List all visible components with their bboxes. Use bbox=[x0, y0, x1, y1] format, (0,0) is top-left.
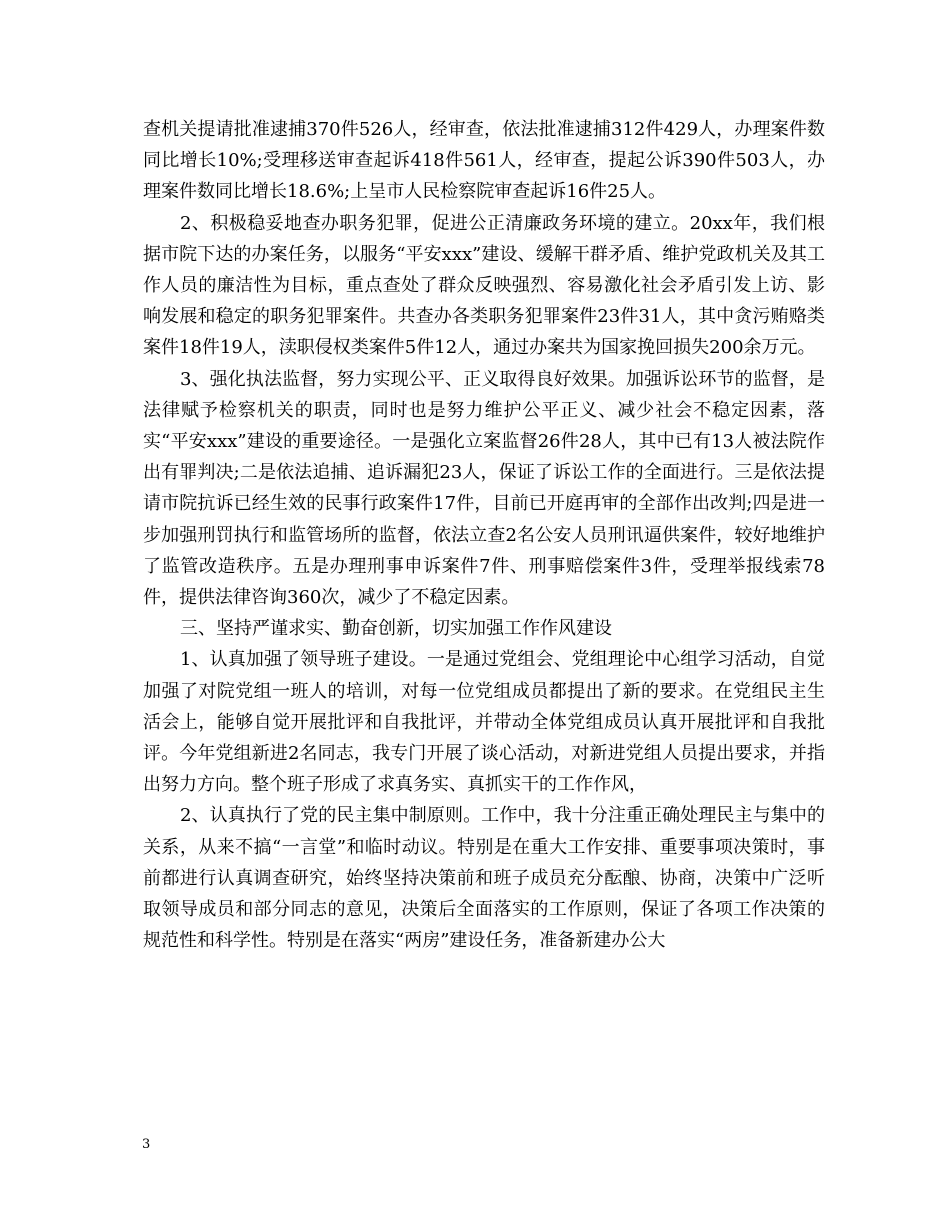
section-heading-work-style: 三、坚持严谨求实、勤奋创新，切实加强工作作风建设 bbox=[180, 618, 612, 640]
page-number: 3 bbox=[142, 1137, 151, 1152]
paragraph-arrest-statistics: 查机关提请批准逮捕370件526人，经审查，依法批准逮捕312件429人，办理案件数同比增长10%;受理移送审查起诉418件561人，经审查，提起公诉390件503人，办理案件数同比增长18.6%;上呈市人民检察院审查起诉16件25人。 bbox=[143, 119, 825, 203]
paragraph-duty-crime: 2、积极稳妥地查办职务犯罪，促进公正清廉政务环境的建立。20xx年，我们根据市院下达的办案任务，以服务“平安xxx”建设、缓解干群矛盾、维护党政机关及其工作人员的廉洁性为目标，重点查处了群众反映强烈、容易激化社会矛盾引发上访、影响发展和稳定的职务犯罪案件。共查办各类职务犯罪案件23件31人，其中贪污贿赂类案件18件19人，渎职侵权类案件5件12人，通过办案共为国家挽回损失200余万元。 bbox=[143, 212, 825, 359]
paragraph-democratic-centralism: 2、认真执行了党的民主集中制原则。工作中，我十分注重正确处理民主与集中的关系，从来不搞“一言堂”和临时动议。特别是在重大工作安排、重要事项决策时，事前都进行认真调查研究，始终坚持决策前和班子成员充分酝酿、协商，决策中广泛听取领导成员和部分同志的意见，决策后全面落实的工作原则，保证了各项工作决策的规范性和科学性。特别是在落实“两房”建设任务，准备新建办公大 bbox=[143, 805, 825, 952]
document-body bbox=[143, 114, 825, 956]
paragraph-leadership-building: 1、认真加强了领导班子建设。一是通过党组会、党组理论中心组学习活动，自觉加强了对院党组一班人的培训，对每一位党组成员都提出了新的要求。在党组民主生活会上，能够自觉开展批评和自我批评，并带动全体党组成员认真开展批评和自我批评。今年党组新进2名同志，我专门开展了谈心活动，对新进党组人员提出要求，并指出努力方向。整个班子形成了求真务实、真抓实干的工作作风， bbox=[143, 649, 825, 796]
paragraph-law-enforcement-supervision: 3、强化执法监督，努力实现公平、正义取得良好效果。加强诉讼环节的监督，是法律赋予检察机关的职责，同时也是努力维护公平正义、减少社会不稳定因素，落实“平安xxx”建设的重要途径。一是强化立案监督26件28人，其中已有13人被法院作出有罪判决;二是依法追捕、追诉漏犯23人，保证了诉讼工作的全面进行。三是依法提请市院抗诉已经生效的民事行政案件17件，目前已开庭再审的全部作出改判;四是进一步加强刑罚执行和监管场所的监督，依法立查2名公安人员刑讯逼供案件，较好地维护了监管改造秩序。五是办理刑事申诉案件7件、刑事赔偿案件3件，受理举报线索78件，提供法律咨询360次，减少了不稳定因素。 bbox=[143, 368, 825, 609]
